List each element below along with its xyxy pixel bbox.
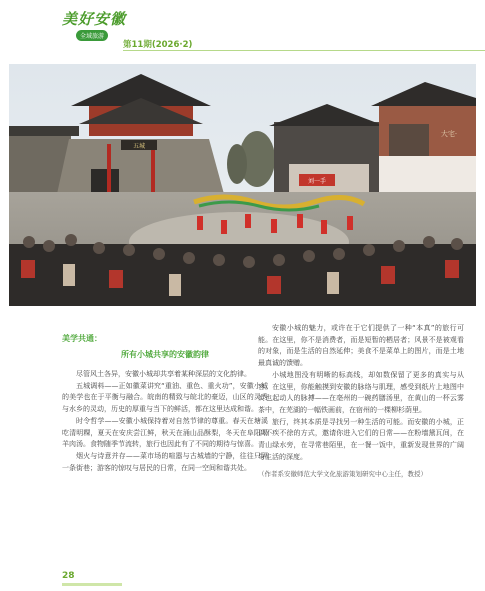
left-column xyxy=(62,323,268,474)
section-title: 美学共通： xyxy=(62,334,102,343)
gate-sign-text: 五城 xyxy=(132,143,146,150)
logo-subtitle-badge: 全域旅游 xyxy=(76,30,108,41)
header-divider xyxy=(123,50,485,51)
shop-sign-2: 大宅· xyxy=(440,130,458,138)
author-note: （作者系安徽师范大学文化旅游策划研究中心主任，教授） xyxy=(258,470,427,479)
paragraph: 五城调料——正如徽菜讲究“重油、重色、重火功”，安徽小城的美学也在于平衡与融合。皖南的精致与皖北的豪迈，山区的灵秀与水乡的灵动，历史的厚重与当下的鲜活，都在这里达成和谐。 xyxy=(62,381,268,414)
paragraph: 尽管风土各异，安徽小城却共享着某种深层的文化韵律。 xyxy=(76,370,251,378)
page-header xyxy=(0,0,485,60)
paragraph: 旅行，终其本质是寻找另一种生活的可能。而安徽的小城，正以不疾不徐的方式，邀请你进入它们的日常——在粉墙黛瓦间，在青山绿水旁，在寻常巷陌里，在一餐一饭中，重新发现世界的广阔与生活的深度。 xyxy=(258,417,464,461)
shop-sign-1: 刘一手 xyxy=(307,178,327,185)
paragraph: 安徽小城的魅力，或许在于它们提供了一种“本真”的旅行可能。在这里，你不是消费者，而是短暂的栖居者；风景不是被观看的对象，而是生活的自然延伸；美食不是菜单上的图片，而是土地最真诚的馈赠。 xyxy=(258,324,464,368)
section-subtitle: 所有小城共享的安徽韵律 xyxy=(121,350,209,359)
paragraph: 时令哲学——安徽小城保持着对自然节律的尊重。春天在塘溪吃清明粿，夏天在安庆尝江鲜，秋天在涌山品酥梨，冬天在阜阳喝羊肉汤。食物随季节流转，旅行也因此有了不同的期待与惊喜。 xyxy=(62,416,268,449)
paragraph: 小城地图没有明晰的标高线，却如数保留了更多的真实与从容。在这里，你能触摸到安徽的脉络与肌理，感受到纸片上地图中实也起动人的脉搏——在亳州的一碗药膳汤里，在黄山的一杯云雾茶中，在芜湖的一幅铁画前，在宿州的一棵柳杉荫里。 xyxy=(258,370,464,414)
paragraph: 烟火与诗意并存——菜市场的喧嚣与古城墙的宁静，往往只隔一条街巷；游客的惊叹与居民的日常，在同一空间和谐共处。 xyxy=(62,451,268,472)
photo-illustration xyxy=(9,64,476,306)
page-number-bar xyxy=(62,583,122,586)
right-column xyxy=(258,323,464,479)
page-number: 28 xyxy=(62,571,75,581)
issue-number: 第11期(2026·2) xyxy=(123,40,193,50)
logo-title: 美好安徽 xyxy=(62,10,127,28)
magazine-logo xyxy=(62,8,127,48)
town-square-photo xyxy=(9,64,476,306)
